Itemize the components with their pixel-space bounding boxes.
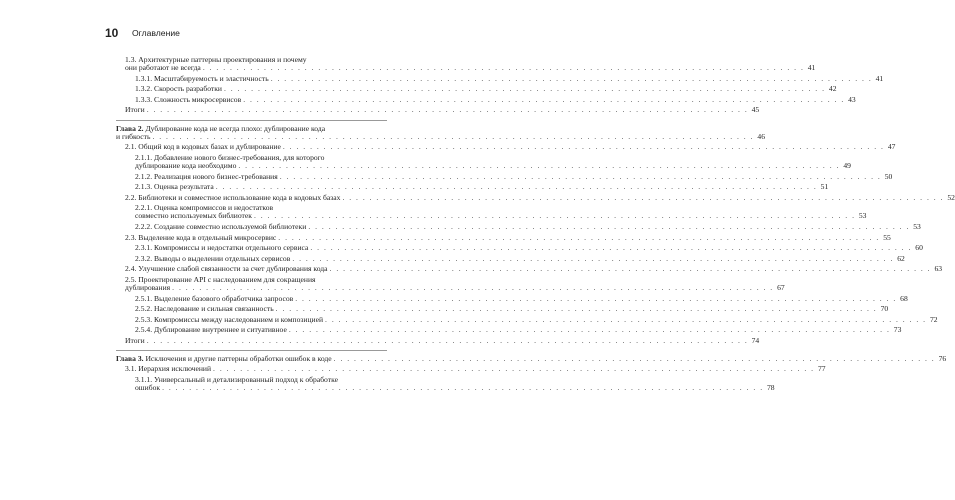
dot-leader bbox=[172, 284, 774, 292]
toc-entry-title: Масштабируемость и эластичность bbox=[154, 73, 269, 83]
toc-entry-number: 2.2. bbox=[125, 192, 137, 202]
dot-leader bbox=[147, 106, 749, 114]
toc-entry-number: 2.2.2. bbox=[135, 222, 153, 232]
toc-entry[interactable] bbox=[116, 293, 908, 303]
toc-page-number: 42 bbox=[828, 84, 837, 94]
toc-entry[interactable] bbox=[116, 55, 816, 73]
running-title: Оглавление bbox=[132, 28, 180, 38]
toc-entry-number: 2.1. bbox=[125, 142, 137, 152]
dot-leader bbox=[224, 85, 826, 93]
toc-entry-title: Итоги bbox=[125, 105, 145, 115]
toc-page-number: 74 bbox=[751, 335, 760, 345]
toc-entry-title: Библиотеки и совместное использование кода в кодовых базах bbox=[138, 192, 341, 202]
toc-entry-number: Глава 3. bbox=[116, 353, 144, 363]
toc-entry-number: 2.1.3. bbox=[135, 182, 153, 192]
toc-page-number: 45 bbox=[751, 105, 760, 115]
toc-page-number: 52 bbox=[947, 192, 955, 202]
toc-entry-title: Выводы о выделении отдельных сервисов bbox=[154, 253, 291, 263]
toc-entry-title: Выделение кода в отдельный микросервис bbox=[138, 232, 277, 242]
toc-page-number: 55 bbox=[883, 232, 891, 242]
dot-leader bbox=[243, 96, 845, 104]
toc-entry[interactable] bbox=[116, 325, 902, 335]
toc-entry-title: Общий код в кодовых базах и дублирование bbox=[138, 142, 281, 152]
toc-chapter[interactable] bbox=[116, 123, 765, 141]
dot-leader bbox=[283, 143, 885, 151]
toc-entry-number: 2.5.4. bbox=[135, 325, 153, 335]
dot-leader bbox=[308, 223, 910, 231]
toc-entry-title: Дублирование кода не всегда плохо: дублирование кода bbox=[145, 123, 326, 133]
toc-page-number: 77 bbox=[817, 364, 826, 374]
toc-entry-title: Скорость разработки bbox=[154, 84, 222, 94]
toc-entry[interactable] bbox=[116, 203, 867, 221]
toc-page-number: 50 bbox=[884, 171, 893, 181]
toc-page-number: 76 bbox=[938, 353, 947, 363]
toc-entry[interactable] bbox=[116, 142, 896, 152]
toc-entry-number: 2.1.2. bbox=[135, 171, 153, 181]
toc-entry-title: Выделение базового обработчика запросов bbox=[154, 293, 294, 303]
toc-entry-title: Оценка результата bbox=[154, 182, 214, 192]
dot-leader bbox=[295, 295, 897, 303]
toc-entry-title: дублирование кода необходимо bbox=[135, 161, 237, 171]
toc-entry[interactable] bbox=[116, 182, 829, 192]
toc-entry-title: ошибок bbox=[135, 383, 161, 393]
dot-leader bbox=[216, 183, 818, 191]
toc-page-number: 60 bbox=[915, 243, 923, 253]
toc-page-number: 73 bbox=[893, 325, 902, 335]
toc-entry[interactable] bbox=[116, 222, 921, 232]
dot-leader bbox=[342, 194, 944, 202]
toc-page-number: 53 bbox=[858, 211, 867, 221]
dot-leader bbox=[254, 212, 856, 220]
page-header bbox=[105, 26, 385, 42]
dot-leader bbox=[213, 365, 815, 373]
page-number: 10 bbox=[105, 26, 119, 40]
toc-entry-number: 2.3.2. bbox=[135, 253, 153, 263]
toc-entry[interactable] bbox=[116, 73, 884, 83]
toc-page-number: 62 bbox=[897, 253, 905, 263]
toc-entry[interactable] bbox=[116, 253, 905, 263]
toc-entry-number: 1.3. bbox=[125, 55, 137, 64]
toc-entry[interactable] bbox=[116, 243, 923, 253]
dot-leader bbox=[310, 244, 912, 252]
toc-page-number: 53 bbox=[913, 222, 921, 232]
toc-entry-title: Сложность микросервисов bbox=[154, 94, 242, 104]
toc-chapter[interactable] bbox=[116, 353, 947, 363]
toc-entry-title: Компромиссы и недостатки отдельного сервиса bbox=[154, 243, 309, 253]
dot-leader bbox=[325, 316, 927, 324]
toc-page-number: 63 bbox=[934, 264, 943, 274]
toc-entry-title: Оценка компромиссов и недостатков bbox=[154, 203, 274, 213]
toc-entry-number: Глава 2. bbox=[116, 123, 144, 133]
toc-entry-number: 2.4. bbox=[125, 264, 137, 274]
toc-entry-number: 3.1.1. bbox=[135, 375, 153, 384]
dot-leader bbox=[238, 162, 840, 170]
toc-entry-title: Архитектурные паттерны проектирования и почему bbox=[138, 55, 307, 64]
chapter-divider bbox=[116, 120, 387, 121]
toc-entry-number: 3.1. bbox=[125, 364, 137, 374]
toc-entry-title: Итоги bbox=[125, 335, 145, 345]
toc-entry-number: 2.5.3. bbox=[135, 314, 153, 324]
toc-page-number: 72 bbox=[929, 314, 938, 324]
toc-page-number: 51 bbox=[820, 182, 829, 192]
toc-entry-title: Наследование и сильная связанность bbox=[154, 304, 274, 314]
toc-entry[interactable] bbox=[116, 364, 826, 374]
toc-entry[interactable] bbox=[116, 304, 889, 314]
toc-entry-title: Универсальный и детализированный подход к обработке bbox=[154, 375, 338, 384]
toc-page-number: 46 bbox=[757, 131, 765, 141]
toc-entry[interactable] bbox=[116, 192, 955, 202]
dot-leader bbox=[276, 305, 878, 313]
toc-entry-number: 1.3.3. bbox=[135, 94, 153, 104]
toc-entry-title: Добавление нового бизнес-требования, для которого bbox=[154, 152, 325, 162]
toc-entry[interactable] bbox=[116, 232, 891, 242]
toc-entry-title: Иерархия исключений bbox=[138, 364, 212, 374]
toc-entry-number: 1.3.1. bbox=[135, 73, 153, 83]
toc-entry-title: и гибкость bbox=[116, 131, 151, 141]
dot-leader bbox=[334, 355, 936, 363]
toc-entry-title: Дублирование внутреннее и ситуативное bbox=[154, 325, 287, 335]
toc-entry[interactable] bbox=[116, 84, 837, 94]
toc-entry-title: Исключения и другие паттерны обработки ошибок в коде bbox=[145, 353, 332, 363]
dot-leader bbox=[162, 384, 764, 392]
dot-leader bbox=[203, 64, 805, 72]
toc-entry-number: 2.5.1. bbox=[135, 293, 153, 303]
toc-page-number: 67 bbox=[777, 282, 785, 292]
toc-entry[interactable] bbox=[116, 171, 893, 181]
dot-leader bbox=[271, 75, 873, 83]
toc-entry-number: 2.5.2. bbox=[135, 304, 153, 314]
toc-page-number: 70 bbox=[880, 304, 889, 314]
dot-leader bbox=[289, 326, 891, 334]
toc-page-number: 68 bbox=[900, 293, 908, 303]
toc-entry[interactable] bbox=[116, 94, 856, 104]
toc-entry-title: Улучшение слабой связанности за счет дублирования кода bbox=[138, 264, 328, 274]
dot-leader bbox=[152, 133, 754, 141]
toc-entry-number: 2.3.1. bbox=[135, 243, 153, 253]
dot-leader bbox=[330, 265, 932, 273]
toc-entry-number: 2.2.1. bbox=[135, 203, 153, 213]
toc-entry-title: Проектирование API с наследованием для сокращения bbox=[138, 274, 316, 284]
dot-leader bbox=[280, 173, 882, 181]
toc-entry-title: Компромиссы между наследованием и композицией bbox=[154, 314, 324, 324]
toc-entry-number: 1.3.2. bbox=[135, 84, 153, 94]
toc-entry[interactable] bbox=[116, 314, 938, 324]
toc-entry[interactable] bbox=[116, 375, 775, 393]
toc-entry[interactable] bbox=[116, 105, 760, 115]
toc-page-number: 47 bbox=[887, 142, 896, 152]
toc-page-number: 78 bbox=[767, 383, 775, 393]
toc-entry-number: 2.1.1. bbox=[135, 152, 153, 162]
dot-leader bbox=[278, 234, 880, 242]
toc-page-number: 49 bbox=[843, 161, 851, 171]
toc-entry-title: дублирования bbox=[125, 282, 171, 292]
toc-entry[interactable] bbox=[116, 152, 851, 171]
toc-page-number: 41 bbox=[875, 73, 884, 83]
dot-leader bbox=[292, 255, 894, 263]
chapter-divider bbox=[116, 350, 387, 351]
toc-entry-number: 2.5. bbox=[125, 274, 137, 284]
table-of-contents bbox=[116, 55, 955, 395]
toc-entry-title: Реализация нового бизнес-требования bbox=[154, 171, 278, 181]
toc-page-number: 41 bbox=[807, 63, 816, 73]
toc-entry[interactable] bbox=[116, 274, 785, 292]
dot-leader bbox=[147, 337, 749, 345]
toc-entry-title: они работают не всегда bbox=[125, 63, 201, 73]
toc-entry-number: 2.3. bbox=[125, 232, 137, 242]
toc-entry-title: Создание совместно используемой библиотеки bbox=[154, 222, 307, 232]
toc-page-number: 43 bbox=[848, 94, 856, 104]
toc-entry[interactable] bbox=[116, 335, 760, 345]
toc-entry-title: совместно используемых библиотек bbox=[135, 211, 252, 221]
toc-entry[interactable] bbox=[116, 264, 943, 274]
